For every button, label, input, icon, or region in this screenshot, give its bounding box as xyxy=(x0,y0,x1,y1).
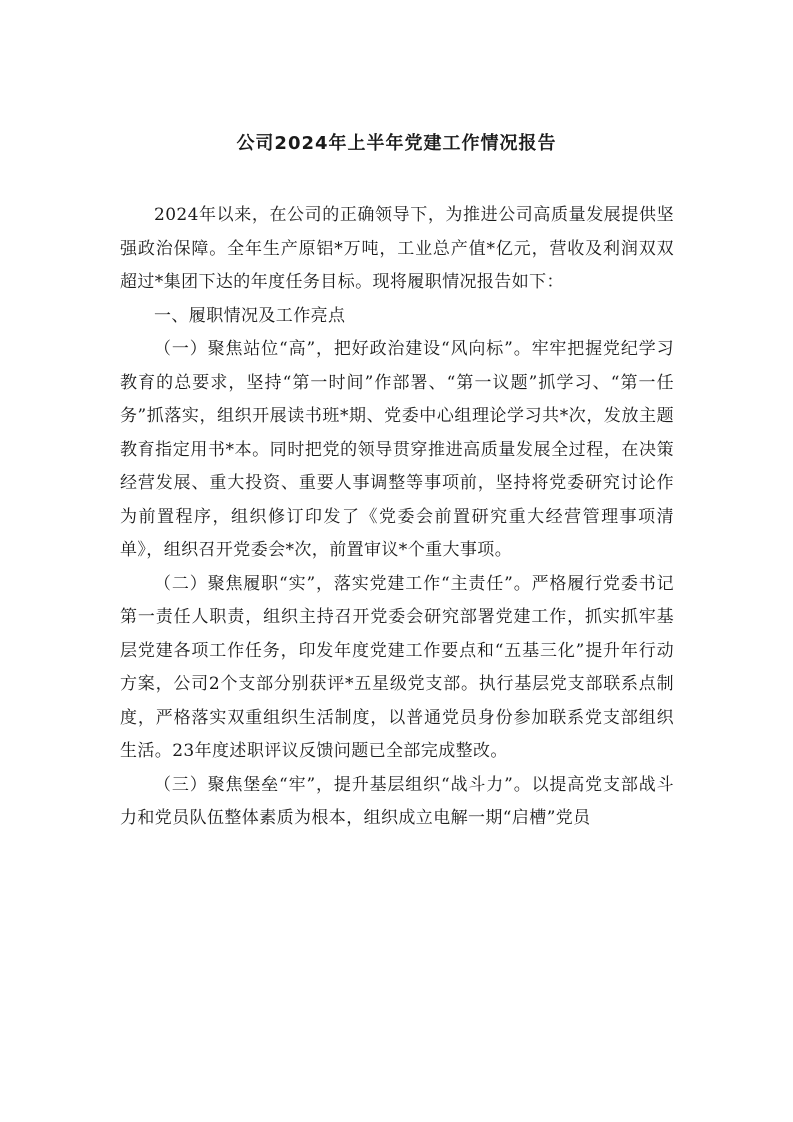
intro-paragraph: 2024年以来，在公司的正确领导下，为推进公司高质量发展提供坚强政治保障。全年生产原铝*万吨，工业总产值*亿元，营收及利润双双超过*集团下达的年度任务目标。现将履职情况报告如下： xyxy=(120,205,674,292)
subsection-paragraph-1: （一）聚焦站位“高”，把好政治建设“风向标”。牢牢把握党纪学习教育的总要求，坚持“第一时间”作部署、“第一议题”抓学习、“第一任务”抓落实，组织开展读书班*期、党委中心组理论学习共*次，发放主题教育指定用书*本。同时把党的领导贯穿推进高质量发展全过程，在决策经营发展、重大投资、重要人事调整等事项前，坚持将党委研究讨论作为前置程序，组织修订印发了《党委会前置研究重大经营管理事项清单》，组织召开党委会*次，前置审议*个重大事项。 xyxy=(120,339,674,560)
subsection-paragraph-2: （二）聚焦履职“实”，落实党建工作“主责任”。严格履行党委书记第一责任人职责，组织主持召开党委会研究部署党建工作，抓实抓牢基层党建各项工作任务，印发年度党建工作要点和“五基三化”提升年行动方案，公司2个支部分别获评*五星级党支部。执行基层党支部联系点制度，严格落实双重组织生活制度，以普通党员身份参加联系党支部组织生活。23年度述职评议反馈问题已全部完成整改。 xyxy=(120,573,674,761)
document-body xyxy=(120,199,674,836)
subsection-paragraph-3: （三）聚焦堡垒“牢”，提升基层组织“战斗力”。以提高党支部战斗力和党员队伍整体素质为根本，组织成立电解一期“启槽”党员 xyxy=(120,774,674,828)
document-title: 公司2024年上半年党建工作情况报告 xyxy=(236,133,557,154)
section-heading: 一、履职情况及工作亮点 xyxy=(154,305,346,326)
